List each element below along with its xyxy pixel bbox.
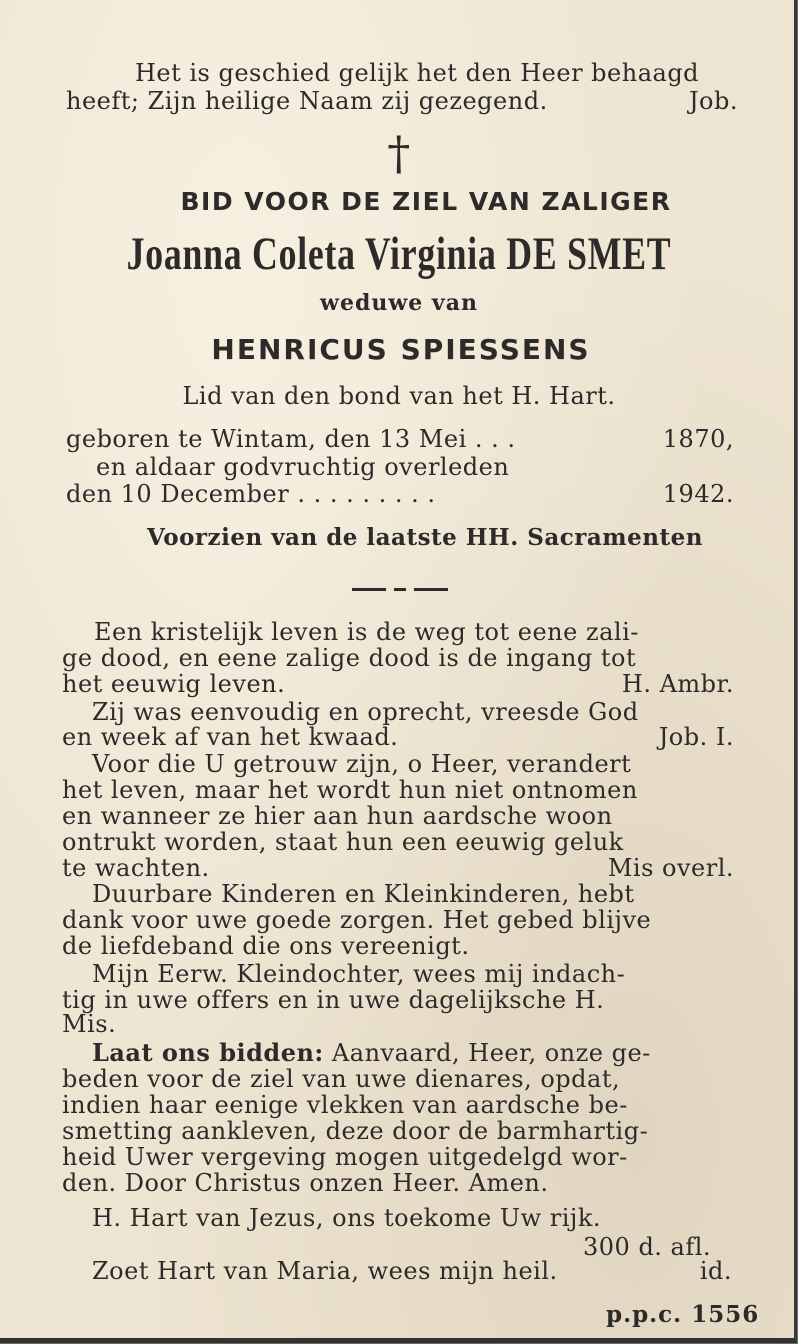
ejaculation-line-1: H. Hart van Jezus, ons toekome Uw rijk. <box>92 1204 602 1232</box>
body-line: ge dood, en eene zalige dood is de ingang tot <box>62 644 637 672</box>
body-line: Duurbare Kinderen en Kleinkinderen, hebt <box>92 880 635 908</box>
body-line: het leven, maar het wordt hun niet ontnomen <box>62 776 638 804</box>
body-line <box>62 672 734 696</box>
epigraph-source: Job. <box>688 87 738 115</box>
body-line: den. Door Christus onzen Heer. Amen. <box>62 1169 549 1197</box>
death-line-2 <box>66 482 734 506</box>
body-line: beden voor de ziel van uwe dienares, opdat, <box>62 1065 621 1093</box>
widow-of: weduwe van <box>320 290 478 316</box>
epigraph-line-2 <box>66 89 738 113</box>
printer-code: p.p.c. 1556 <box>606 1301 760 1328</box>
epigraph-line-1: Het is geschied gelijk het den Heer behaagd <box>134 59 700 87</box>
body-line: Mis. <box>62 1010 117 1038</box>
body-line: ontrukt worden, staat hun een eeuwig geluk <box>62 828 624 856</box>
ejaculation-line-2: 300 d. afl. <box>583 1233 712 1261</box>
body-line: smetting aankleven, deze door de barmhartig- <box>62 1117 649 1145</box>
body-source: Job. I. <box>658 723 734 751</box>
birth-text: geboren te Wintam, den 13 Mei . . . <box>66 425 516 453</box>
ejaculation-text: Zoet Hart van Maria, wees mijn heil. <box>92 1257 558 1285</box>
body-line: Mijn Eerw. Kleindochter, wees mij indach- <box>92 960 626 988</box>
body-source: Mis overl. <box>607 854 734 882</box>
divider-dash-mid <box>394 588 406 591</box>
body-text: te wachten. <box>62 854 210 882</box>
epigraph-text: heeft; Zijn heilige Naam zij gezegend. <box>66 87 548 115</box>
divider-dash-left <box>352 588 386 591</box>
sacraments: Voorzien van de laatste HH. Sacramenten <box>147 524 703 551</box>
body-text: Aanvaard, Heer, onze ge- <box>331 1039 651 1067</box>
heading: BID VOOR DE ZIEL VAN ZALIGER <box>180 187 672 216</box>
membership: Lid van den bond van het H. Hart. <box>182 382 616 410</box>
body-line <box>62 725 734 749</box>
body-line: indien haar eenige vlekken van aardsche be- <box>62 1091 628 1119</box>
body-line: Voor die U getrouw zijn, o Heer, verandert <box>92 750 632 778</box>
birth-line <box>66 427 734 451</box>
body-line: dank voor uwe goede zorgen. Het gebed blijve <box>62 906 652 934</box>
deceased-name: Joanna Coleta Virginia DE SMET <box>126 228 672 280</box>
body-text: en week af van het kwaad. <box>62 723 399 751</box>
death-text: den 10 December . . . . . . . . . <box>66 480 436 508</box>
ejaculation-ref: id. <box>699 1257 732 1285</box>
body-line: Zij was eenvoudig en oprecht, vreesde God <box>92 698 639 726</box>
spouse-name: HENRICUS SPIESSENS <box>211 333 591 366</box>
death-line-1: en aldaar godvruchtig overleden <box>96 453 510 481</box>
birth-year: 1870, <box>662 425 734 453</box>
body-line <box>62 856 734 880</box>
body-line <box>92 1038 651 1067</box>
body-line: en wanneer ze hier aan hun aardsche woon <box>62 802 613 830</box>
death-year: 1942. <box>662 480 734 508</box>
body-source: H. Ambr. <box>621 670 734 698</box>
body-line: heid Uwer vergeving mogen uitgedelgd wor- <box>62 1143 628 1171</box>
body-line <box>94 620 734 644</box>
prayer-label: Laat ons bidden: <box>92 1038 324 1067</box>
divider-dash-right <box>414 588 448 591</box>
body-text: Een kristelijk leven is de weg tot eene zali- <box>94 618 639 646</box>
body-text: het eeuwig leven. <box>62 670 286 698</box>
cross-icon: † <box>387 126 411 180</box>
ejaculation-line-3 <box>92 1259 732 1283</box>
body-line: tig in uwe offers en in uwe dagelijksche H. <box>62 986 605 1014</box>
body-line: de liefdeband die ons vereenigt. <box>62 932 470 960</box>
